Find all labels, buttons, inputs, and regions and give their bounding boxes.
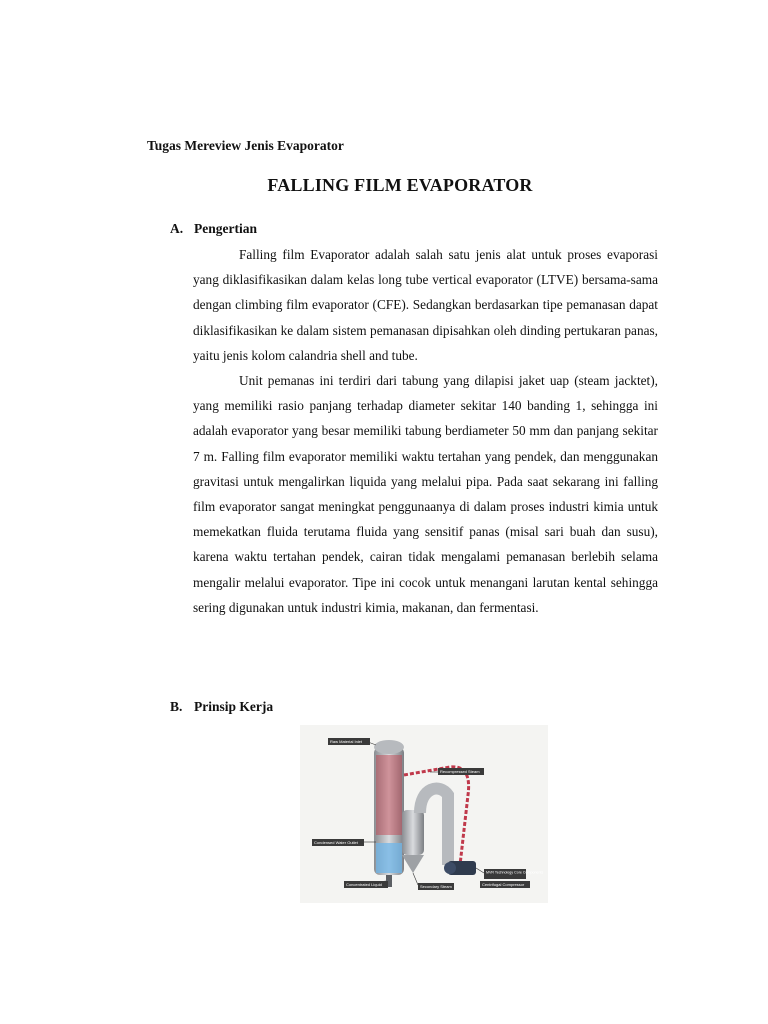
callout-raw-material-text: Raw Material Inlet [330, 739, 363, 744]
callout-recompressed-steam [430, 768, 484, 775]
callout-mvr-technology-text: MVR Technology Core Components [486, 870, 544, 875]
separator-vessel [402, 810, 424, 855]
column-heated-zone [376, 755, 402, 835]
section-heading-text: Pengertian [194, 221, 257, 236]
section-letter: B. [170, 699, 183, 714]
section-heading-prinsip-kerja [170, 699, 273, 715]
evaporator-diagram-figure [300, 725, 548, 903]
column-top [374, 740, 404, 754]
document-label: Tugas Mereview Jenis Evaporator [147, 138, 344, 153]
evaporator-diagram [300, 725, 548, 903]
section-heading-text: Prinsip Kerja [194, 699, 274, 714]
separator-cone [402, 855, 424, 873]
callout-condensed-water [312, 839, 376, 846]
compressor-impeller [444, 862, 456, 874]
vapor-duct [420, 789, 448, 865]
callout-compressor-text: Centrifugal Compressor [482, 882, 525, 887]
paragraph: Unit pemanas ini terdiri dari tabung yang dilapisi jaket uap (steam jacktet), yang memiliki rasio panjang terhadap diameter sekitar 140 banding 1, sehingga ini adalah evaporator yang besar memiliki tabung berdiameter 50 mm dan panjang sekitar 7 m. Falling film evaporator memiliki waktu tertahan yang pendek, dan menggunakan gravitasi untuk mengalirkan liquida yang melalui pipa. Pada saat sekarang ini falling film evaporator sangat meningkat penggunaanya di dalam proses industri kimia untuk memekatkan fluida terutama fluida yang sensitif panas (misal sari buah dan susu), karena waktu tertahan pendek, cairan tidak mengalami pemanasan berlebih selama mengalir melalui evaporator. Tipe ini cocok untuk menangani larutan kental sehingga sering digunakan untuk industri kimia, makanan, dan fermentasi. [193, 373, 658, 615]
section-letter: A. [170, 221, 184, 236]
callout-concentrated-liquid [344, 881, 388, 888]
section-heading-pengertian [170, 221, 257, 237]
callout-secondary-steam-text: Secondary Steam [420, 884, 452, 889]
callout-recompressed-steam-text: Recompressed Steam [440, 769, 480, 774]
callout-secondary-steam [413, 873, 454, 890]
callout-compressor [480, 881, 530, 888]
document-title: FALLING FILM EVAPORATOR [267, 175, 533, 195]
callout-raw-material [328, 738, 376, 745]
callout-condensed-water-text: Condensed Water Outlet [314, 840, 358, 845]
pengertian-body [193, 242, 658, 620]
paragraph: Falling film Evaporator adalah salah satu jenis alat untuk proses evaporasi yang diklasifikasikan dalam kelas long tube vertical evaporator (LTVE) bersama-sama dengan climbing film evaporator (CFE). Sedangkan berdasarkan tipe pemanasan dapat diklasifikasikan ke dalam sistem pemanasan dipisahkan oleh dinding pertukaran panas, yaitu jenis kolom calandria shell and tube. [193, 247, 658, 363]
callout-concentrated-liquid-text: Concentrated Liquid [346, 882, 382, 887]
column-liquid [376, 843, 402, 873]
callout-mvr-technology [476, 868, 543, 879]
